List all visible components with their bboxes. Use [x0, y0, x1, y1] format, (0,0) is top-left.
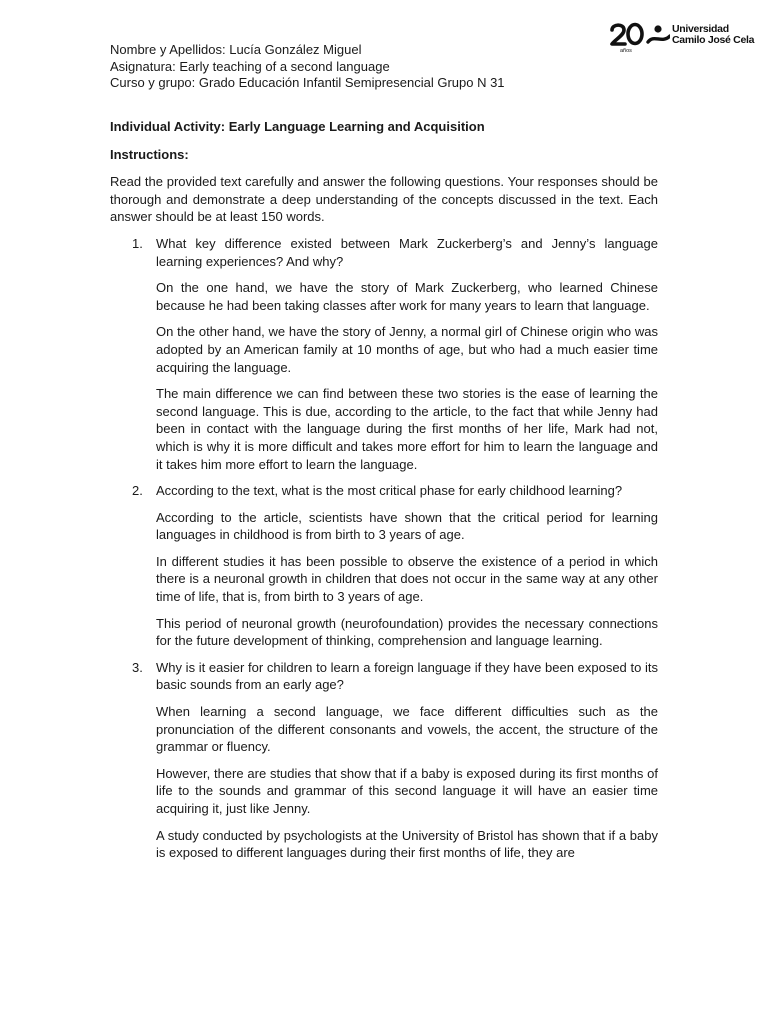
answer-paragraph: On the one hand, we have the story of Mark Zuckerberg, who learned Chinese because he had been taking classes after work for many years to learn that language. [156, 280, 658, 313]
answer-paragraph: The main difference we can find between these two stories is the ease of learning the second language. This is due, according to the article, to the fact that while Jenny had been in contact with the language during the first months of her life, Mark had not, which is why it is more difficult and takes more effort for him to learn the language and it takes him more effort to learn the language. [156, 386, 658, 472]
activity-title: Individual Activity: Early Language Learning and Acquisition [110, 119, 485, 134]
question-number: 3. [132, 659, 143, 675]
question-text: Why is it easier for children to learn a foreign language if they have been exposed to its basic sounds from an early age? [156, 659, 658, 693]
document-body [110, 118, 658, 871]
answer-paragraph: This period of neuronal growth (neurofoundation) provides the necessary connections for the future development of thinking, comprehension and language learning. [156, 615, 658, 649]
answer-paragraph: However, there are studies that show that if a baby is exposed during its first months of life to the sounds and grammar of this second language it will have an easier time acquiring it, just like Jenny. [156, 765, 658, 816]
logo-line-1: Universidad [672, 23, 729, 35]
anniversary-20-icon [610, 22, 670, 54]
student-name-line: Nombre y Apellidos: Lucía González Miguel [110, 42, 362, 57]
question-text: According to the text, what is the most critical phase for early childhood learning? [156, 483, 623, 499]
instructions-text: Read the provided text carefully and answer the following questions. Your responses should be thorough and demonstrate a deep understanding of the concepts discussed in the text. Each answer should be at least 150 words. [110, 174, 658, 225]
logo-line-2: Camilo José Cela [672, 34, 755, 46]
question-item [110, 235, 658, 473]
course-line: Curso y grupo: Grado Educación Infantil Semipresencial Grupo N 31 [110, 75, 505, 90]
question-item [110, 482, 658, 650]
question-number: 1. [132, 235, 143, 251]
instructions-heading: Instructions: [110, 146, 189, 162]
answer-paragraph: When learning a second language, we face different difficulties such as the pronunciation of the different consonants and vowels, the accent, the structure of the grammar or fluency. [156, 704, 658, 755]
question-list [110, 235, 658, 862]
university-logo [610, 22, 755, 54]
answer-paragraph: According to the article, scientists have shown that the critical period for learning languages in childhood is from birth to 3 years of age. [156, 509, 658, 543]
question-item [110, 659, 658, 862]
subject-line: Asignatura: Early teaching of a second language [110, 58, 390, 74]
answer-paragraph: In different studies it has been possible to observe the existence of a period in which there is a neuronal growth in children that does not occur in the same way at any other time of life, that is, from birth to 3 years of age. [156, 553, 658, 605]
answer-paragraph: On the other hand, we have the story of Jenny, a normal girl of Chinese origin who was adopted by an American family at 10 months of age, but who had a much easier time acquiring the language. [156, 324, 658, 375]
answer-paragraph: A study conducted by psychologists at the University of Bristol has shown that if a baby is exposed to different languages during their first months of life, they are [156, 827, 658, 861]
logo-anos-text: años [620, 48, 632, 54]
student-header [110, 42, 505, 92]
question-number: 2. [132, 483, 143, 499]
question-text: What key difference existed between Mark Zuckerberg’s and Jenny’s language learning experiences? And why? [156, 235, 658, 269]
university-name [672, 24, 754, 46]
